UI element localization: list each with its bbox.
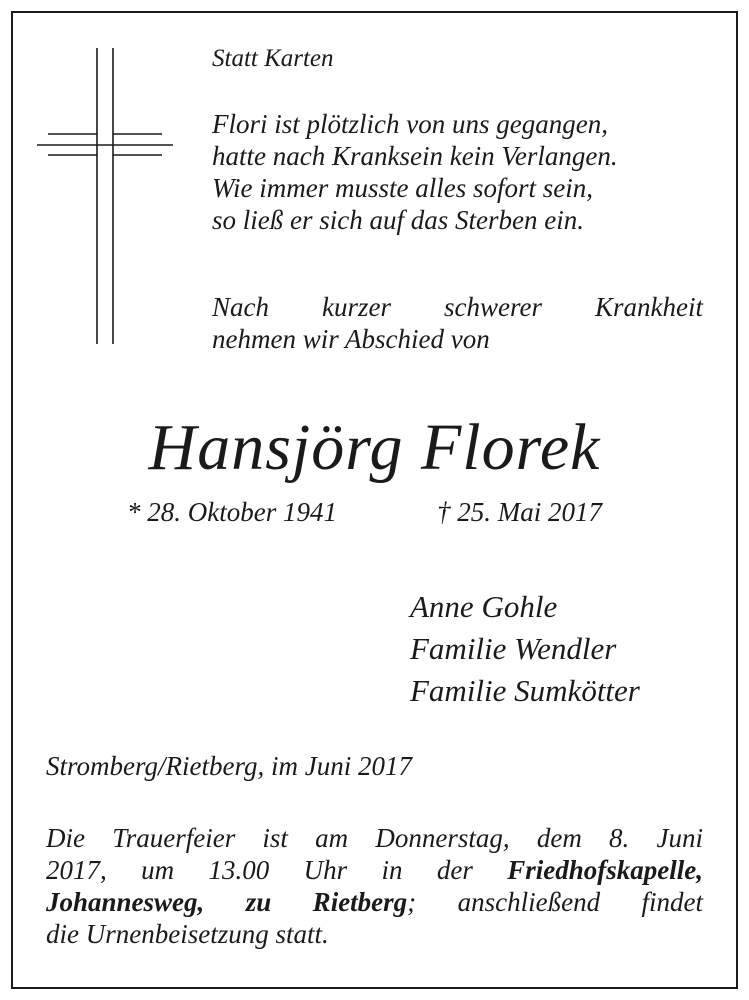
poem-line: Flori ist plötzlich von uns gegangen, — [212, 109, 608, 139]
notice-header: Statt Karten — [212, 45, 334, 72]
intro-line: Nach kurzer schwerer Krankheit — [212, 292, 703, 322]
mourner: Familie Sumkötter — [410, 673, 640, 708]
funeral-text: ; anschließend findet — [407, 887, 703, 917]
mourner: Anne Gohle — [410, 589, 558, 624]
death-date: † 25. Mai 2017 — [437, 497, 602, 527]
funeral-info — [46, 822, 703, 950]
funeral-text: 2017, um 13.00 Uhr in der — [46, 855, 473, 885]
mourner: Familie Wendler — [410, 631, 617, 666]
chapel-address: Johannesweg, zu Rietberg — [46, 887, 408, 917]
intro-line: nehmen wir Abschied von — [212, 324, 490, 354]
poem-line: Wie immer musste alles sofort sein, — [212, 173, 593, 203]
poem-line: hatte nach Kranksein kein Verlangen. — [212, 141, 618, 171]
place-date: Stromberg/Rietberg, im Juni 2017 — [46, 751, 412, 781]
mourners-list — [410, 586, 640, 712]
chapel-name: Friedhofskapelle, — [507, 855, 703, 885]
poem-line: so ließ er sich auf das Sterben ein. — [212, 205, 584, 235]
funeral-line: die Urnenbeisetzung statt. — [46, 919, 329, 949]
cross-icon — [37, 48, 173, 344]
deceased-name: Hansjörg Florek — [148, 411, 601, 484]
memorial-poem — [212, 108, 618, 236]
funeral-line: Die Trauerfeier ist am Donnerstag, dem 8. Juni — [46, 823, 703, 853]
funeral-line — [46, 854, 703, 886]
farewell-intro — [212, 291, 703, 355]
funeral-line — [46, 886, 703, 918]
birth-date: * 28. Oktober 1941 — [127, 497, 337, 527]
